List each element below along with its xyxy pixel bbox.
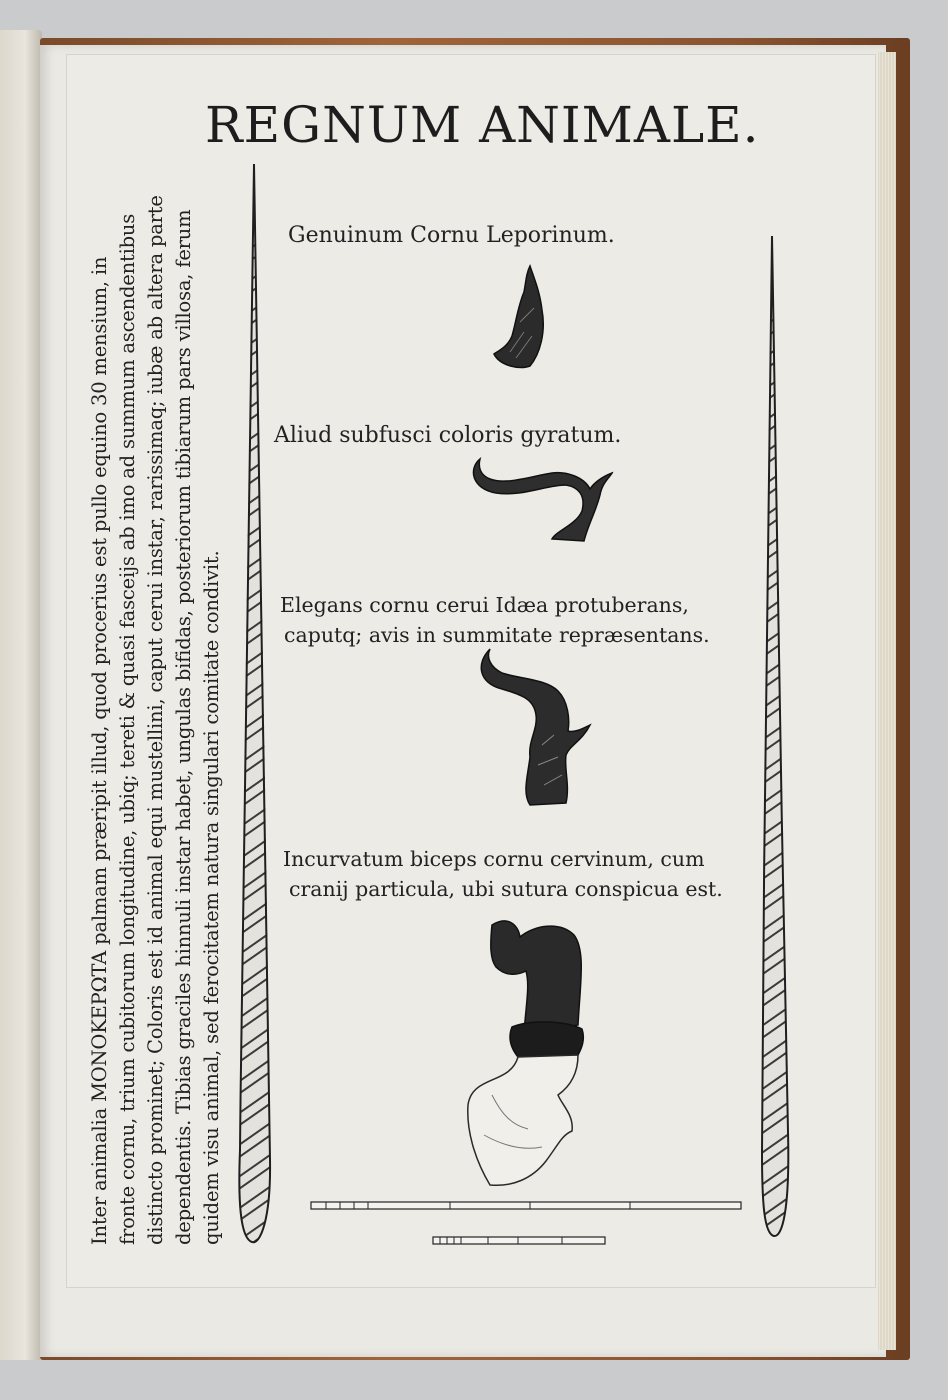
elegant-horn-illustration [472, 645, 602, 810]
scale-bar-small [432, 1234, 608, 1248]
caption-line: Genuinum Cornu Leporinum. [288, 223, 615, 248]
page-edges [878, 52, 896, 1350]
caption-gyrate-horn [274, 420, 621, 452]
gyrate-horn-illustration [466, 455, 616, 545]
narwhal-tusk-left-illustration [230, 160, 280, 1250]
side-text-line: quidem visu animal, sed ferocitatem natura singulari comitate condivit. [200, 550, 223, 1245]
side-text-line: fronte cornu, trium cubitorum longitudine, ubiq; tereti & quasi fasceijs ab imo ad summum ascendentibus [116, 213, 139, 1245]
caption-line: Incurvatum biceps cornu cervinum, cum [283, 847, 705, 871]
caption-line: cranij particula, ubi sutura conspicua est. [289, 877, 723, 901]
caption-line: Elegans cornu cerui Idæa protuberans, [280, 593, 689, 617]
caption-biceps-horn [283, 844, 723, 904]
left-page-edge [0, 30, 42, 1360]
side-text-line: Inter animalia MONOKEPΩTA palmam præripit illud, quod procerius est pullo equino 30 mensium, in [88, 256, 111, 1245]
hare-horn-illustration [490, 262, 550, 372]
plate-title: REGNUM ANIMALE. [205, 96, 760, 154]
biceps-horn-with-skull-illustration [462, 915, 592, 1195]
side-text-line: dependentis. Tibias graciles hinnuli instar habet, ungulas bifidas, posteriorum tibiarum pars villosa, ferum [172, 209, 195, 1245]
scale-bar-large [310, 1198, 742, 1214]
side-text-line: distincto prominet; Coloris est id animal equi mustellini, caput cerui instar, rarissimaq; iubæ ab altera parte [144, 195, 167, 1245]
narwhal-tusk-right-illustration [752, 232, 802, 1242]
caption-line: Aliud subfusci coloris gyratum. [274, 423, 622, 448]
side-text-block [86, 95, 226, 1245]
caption-elegant-horn [280, 590, 710, 650]
caption-hare-horn [288, 220, 615, 252]
caption-line: caputq; avis in summitate repræsentans. [284, 623, 710, 647]
